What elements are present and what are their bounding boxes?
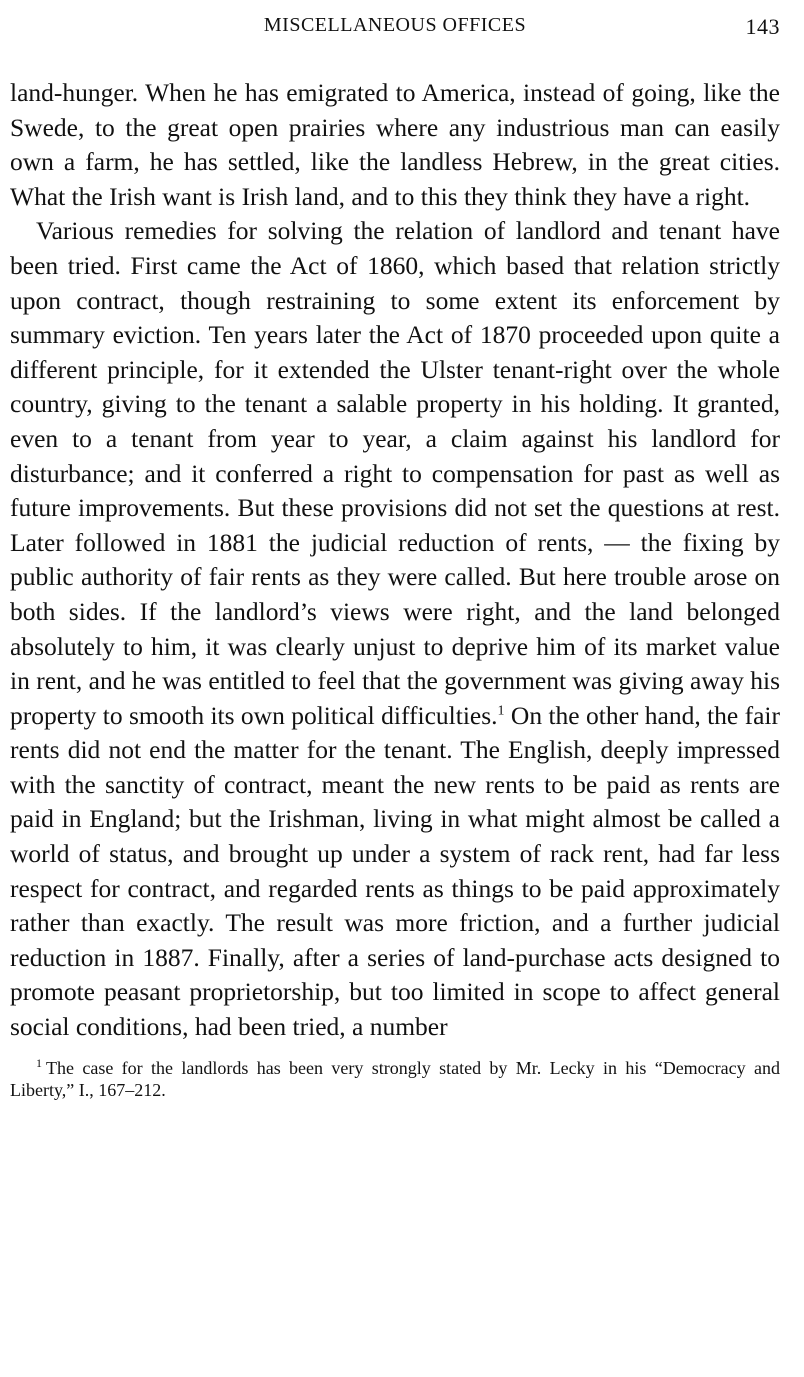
footnote-text: The case for the landlords has been very strongly stated by Mr. Lecky in his “Democracy and Liberty,” I., 167–212.: [10, 1057, 780, 1100]
running-title: MISCELLANEOUS OFFICES: [263, 14, 527, 36]
paragraph-2: [10, 214, 780, 1044]
page-number: 143: [745, 14, 780, 39]
running-head: [10, 10, 780, 46]
footnote-mark: 1: [36, 1055, 42, 1070]
paragraph-1: land-hunger. When he has emigrated to America, instead of going, like the Swede, to the great open prairies where any industrious man can easily own a farm, he has settled, like the landless Hebrew, in the great cities. What the Irish want is Irish land, and to this they think they have a right.: [10, 78, 780, 211]
paragraph-2-part-2: On the other hand, the fair rents did not end the matter for the tenant. The English, deeply impressed with the sanctity of contract, meant the new rents to be paid as rents are paid in England; but the Irishman, living in what might almost be called a world of status, and brought up under a system of rack rent, had far less respect for contract, and regarded rents as things to be paid approximately rather than exactly. The result was more friction, and a further judicial reduction in 1887. Finally, after a series of land-purchase acts designed to promote peasant proprietorship, but too limited in scope to affect general social conditions, had been tried, a number: [10, 700, 780, 1042]
paragraph-2-part-1: Various remedies for solving the relation of landlord and tenant have been tried. First came the Act of 1860, which based that relation strictly upon contract, though restraining to some extent its enforcement by summary eviction. Ten years later the Act of 1870 proceeded upon quite a different principle, for it extended the Ulster tenant-right over the whole country, giving to the tenant a salable property in his holding. It granted, even to a tenant from year to year, a claim against his landlord for disturbance; and it conferred a right to compensation for past as well as future improvements. But these provisions did not set the questions at rest. Later followed in 1881 the judicial reduction of rents, — the fixing by public authority of fair rents as they were called. But here trouble arose on both sides. If the landlord’s views were right, and the land belonged absolutely to him, it was clearly unjust to deprive him of its market value in rent, and he was entitled to feel that the government was giving away his property to smooth its own political difficulties.: [10, 216, 780, 730]
body-text: [10, 76, 780, 1045]
footnote: [10, 1057, 780, 1101]
footnote-reference: 1: [497, 703, 505, 719]
book-page: [10, 10, 780, 1101]
